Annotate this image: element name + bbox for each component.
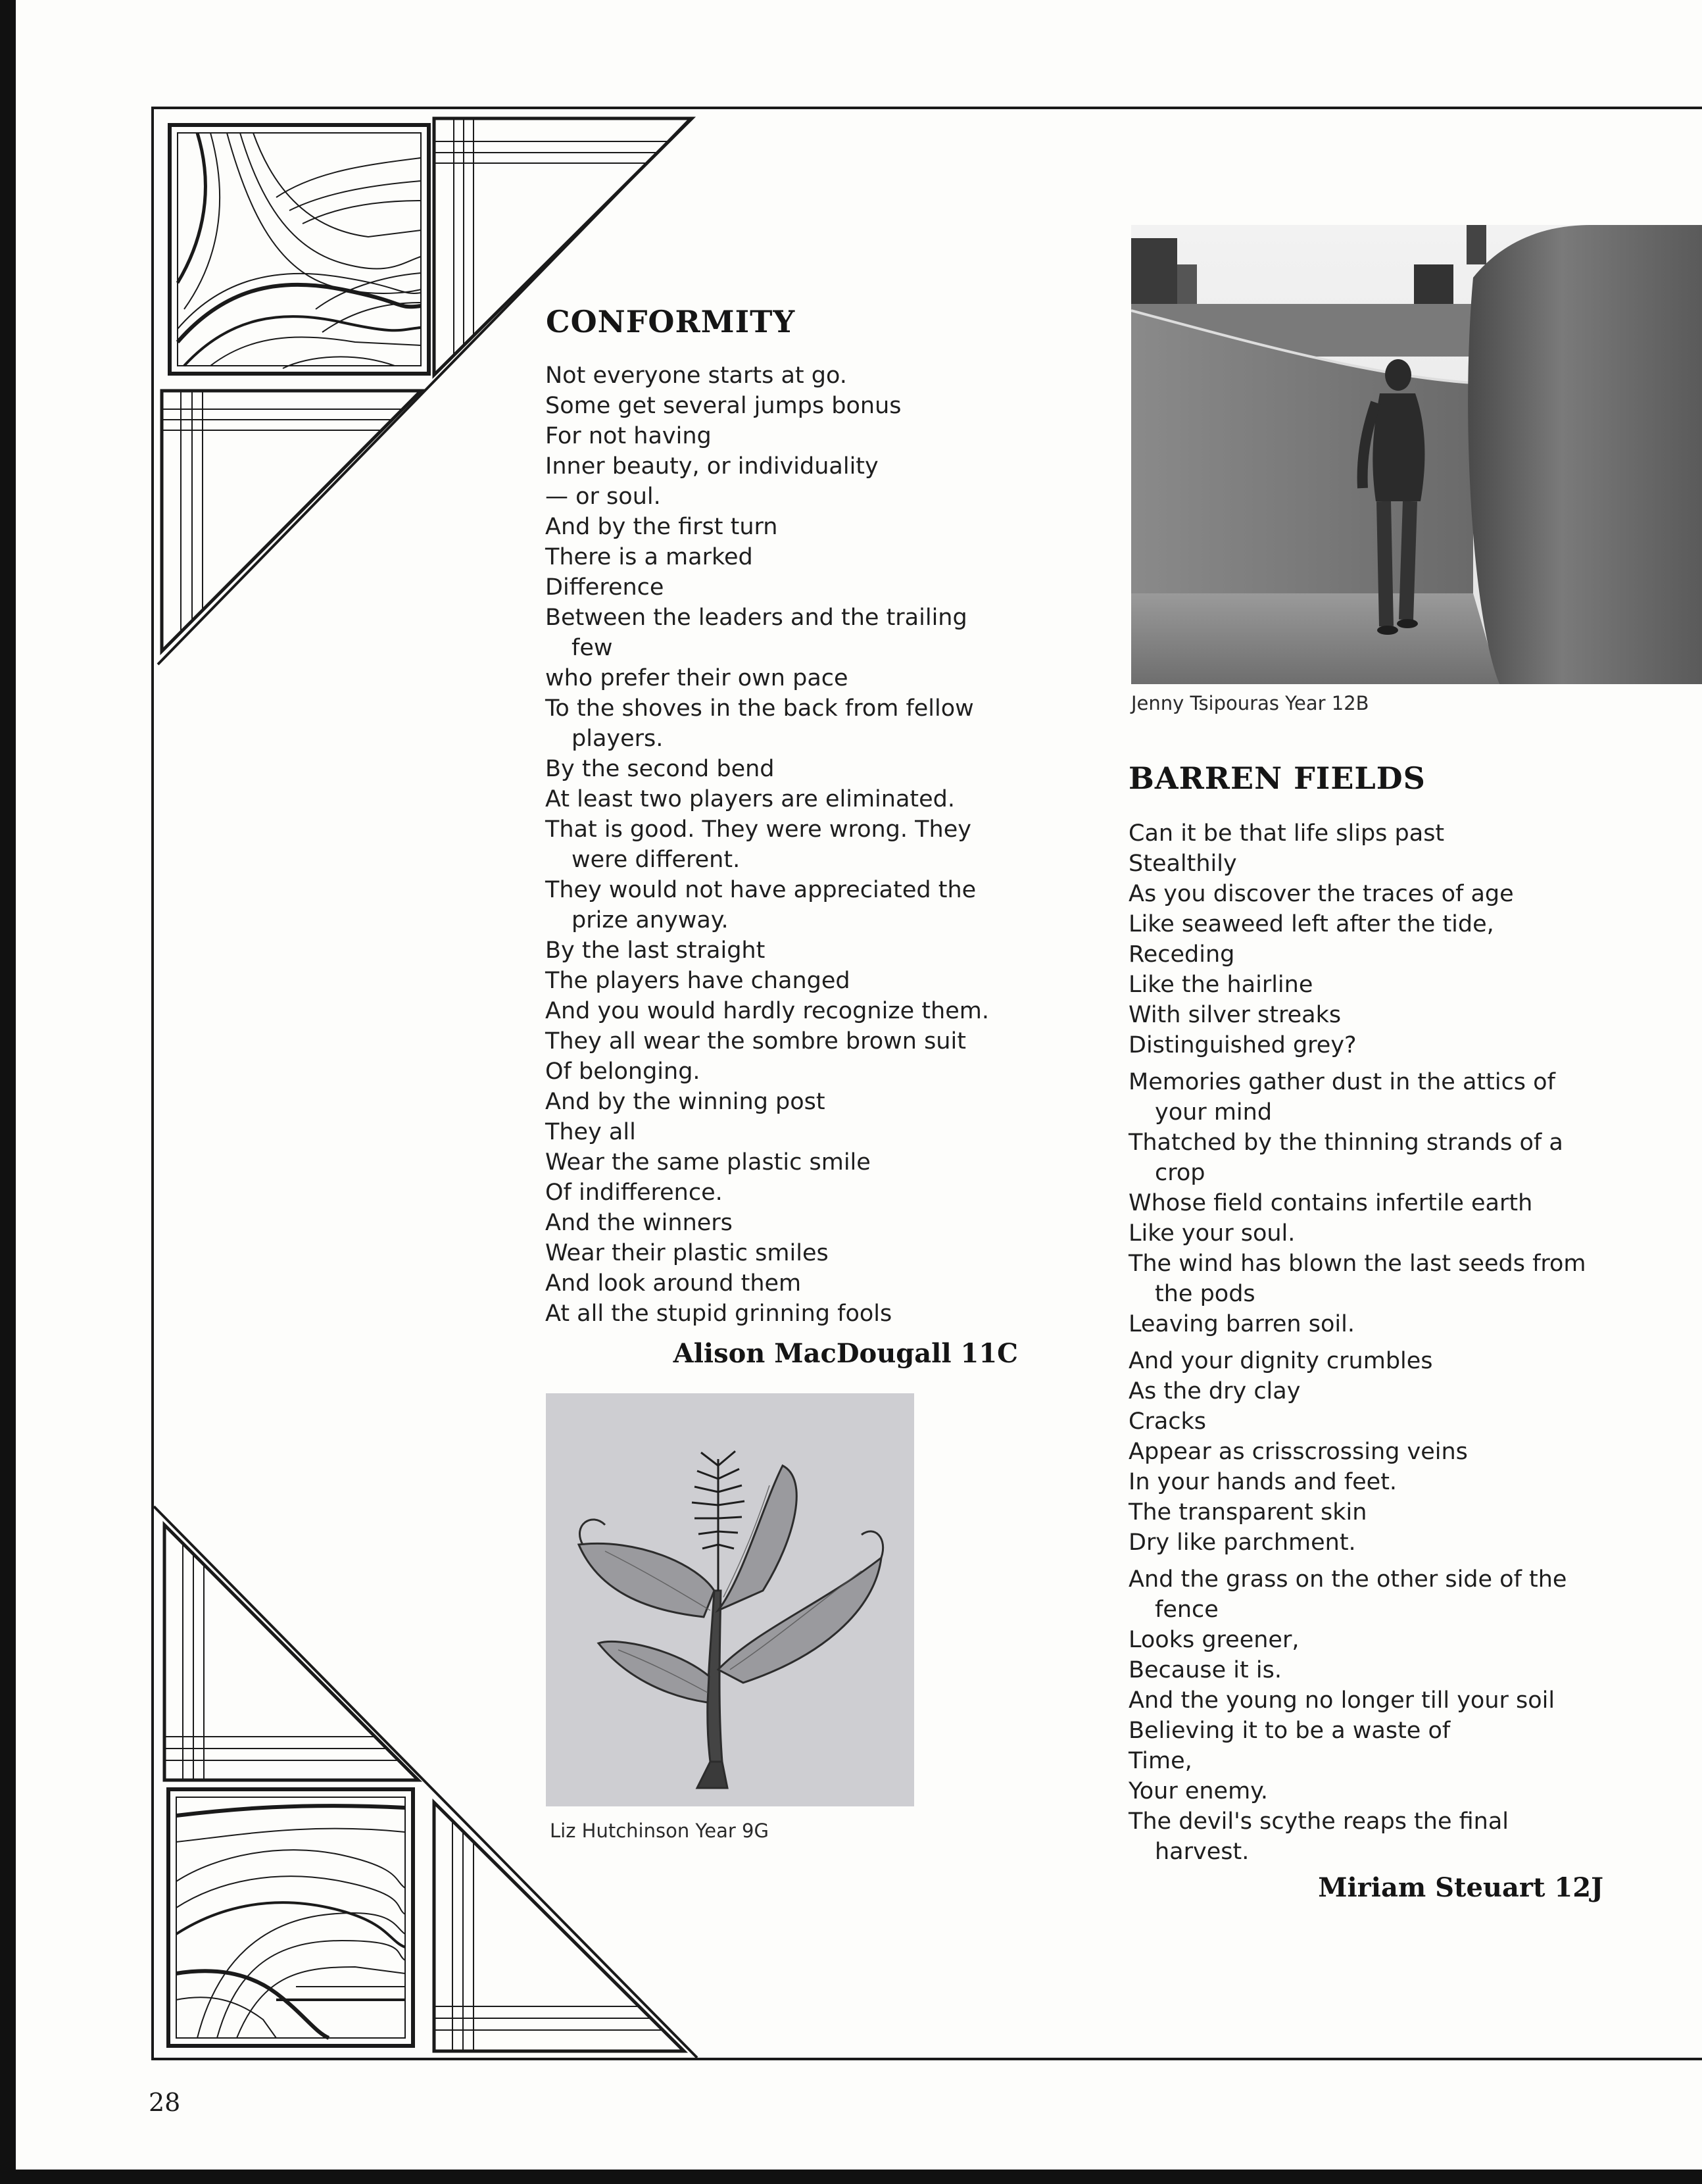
poem-conformity-text: [545, 360, 989, 1329]
poem-line: Receding: [1129, 941, 1235, 968]
poem-line: And look around them: [545, 1270, 802, 1297]
poem-line-continuation: few: [571, 635, 613, 661]
poem-line: Of belonging.: [545, 1058, 700, 1085]
poem-line: For not having: [545, 423, 712, 449]
poem-line: They all wear the sombre brown suit: [545, 1028, 966, 1055]
top-left-line-art-square: [170, 125, 429, 374]
poem-line: — or soul.: [545, 484, 661, 510]
poem-line-continuation: prize anyway.: [571, 907, 729, 933]
walkway-photo-caption: Jenny Tsipouras Year 12B: [1131, 692, 1369, 714]
poem-line-continuation: were different.: [571, 847, 741, 873]
poem-line: Like your soul.: [1129, 1220, 1296, 1247]
poem-line: Looks greener,: [1129, 1627, 1300, 1653]
poem-line: Inner beauty, or individuality: [545, 453, 879, 480]
poem-line: And the winners: [545, 1210, 733, 1236]
poem-line: The transparent skin: [1129, 1499, 1367, 1526]
poem-line: And you would hardly recognize them.: [545, 998, 989, 1024]
plant-artwork-caption: Liz Hutchinson Year 9G: [550, 1820, 769, 1842]
poem-line-continuation: the pods: [1155, 1281, 1255, 1307]
poem-line: Wear the same plastic smile: [545, 1149, 871, 1176]
poem-line: Of indifference.: [545, 1179, 723, 1206]
poem-line: Like the hairline: [1129, 972, 1313, 998]
plant-artwork-illustration: [546, 1393, 914, 1806]
bottom-left-line-art-square: [168, 1789, 413, 2046]
poem-line-continuation: fence: [1155, 1597, 1219, 1623]
poem-line: The wind has blown the last seeds from: [1129, 1251, 1586, 1277]
walkway-photo-illustration: [1131, 225, 1702, 684]
poem-line: Like seaweed left after the tide,: [1129, 911, 1494, 937]
poem-line: They all: [545, 1119, 636, 1145]
poem-line: Can it be that life slips past: [1129, 820, 1445, 847]
poem-line: To the shoves in the back from fellow: [545, 695, 974, 722]
poem-line: Time,: [1129, 1748, 1192, 1774]
poem-line-continuation: harvest.: [1155, 1839, 1250, 1865]
poem-line: Believing it to be a waste of: [1129, 1718, 1451, 1744]
poem-line: That is good. They were wrong. They: [545, 816, 971, 843]
poem-line: And the young no longer till your soil: [1129, 1687, 1555, 1714]
plant-artwork: [546, 1393, 914, 1806]
poem-line: There is a marked: [545, 544, 753, 570]
poem-line-continuation: players.: [571, 726, 664, 752]
page-number: 28: [149, 2088, 181, 2117]
poem-line: Your enemy.: [1129, 1778, 1269, 1804]
poem-line: Cracks: [1129, 1408, 1207, 1435]
poem-line: Distinguished grey?: [1129, 1032, 1357, 1058]
poem-line: By the second bend: [545, 756, 775, 782]
poem-line: As the dry clay: [1129, 1378, 1301, 1404]
poem-line: Leaving barren soil.: [1129, 1311, 1355, 1337]
poem-line: With silver streaks: [1129, 1002, 1342, 1028]
poem-title-barren-fields: BARREN FIELDS: [1129, 760, 1426, 796]
poem-line: Wear their plastic smiles: [545, 1240, 829, 1266]
poem-line: The players have changed: [545, 968, 850, 994]
poem-line: who prefer their own pace: [545, 665, 848, 691]
poem-line: Difference: [545, 574, 664, 601]
poem-line: Whose field contains infertile earth: [1129, 1190, 1533, 1216]
poem-line: Between the leaders and the trailing: [545, 605, 967, 631]
poem-barren-fields-text: [1129, 818, 1586, 1867]
poem-line: And by the first turn: [545, 514, 778, 540]
poem-line: At least two players are eliminated.: [545, 786, 955, 812]
poem-line: Because it is.: [1129, 1657, 1282, 1683]
poem-line-continuation: your mind: [1155, 1099, 1273, 1126]
poem-title-conformity: CONFORMITY: [546, 304, 796, 339]
poem-line: As you discover the traces of age: [1129, 881, 1514, 907]
poem-line: Not everyone starts at go.: [545, 362, 847, 389]
poem-line: At all the stupid grinning fools: [545, 1301, 892, 1327]
poem-line: Memories gather dust in the attics of: [1129, 1069, 1555, 1095]
poem-line: And the grass on the other side of the: [1129, 1566, 1567, 1593]
poem-line: And your dignity crumbles: [1129, 1348, 1433, 1374]
poem-line: They would not have appreciated the: [545, 877, 977, 903]
poem-line: Some get several jumps bonus: [545, 393, 902, 419]
poem-line: Thatched by the thinning strands of a: [1129, 1129, 1563, 1156]
poem-line: In your hands and feet.: [1129, 1469, 1398, 1495]
walkway-photo: [1131, 225, 1702, 684]
poem-author-conformity: Alison MacDougall 11C: [673, 1338, 1018, 1369]
poem-line: Stealthily: [1129, 851, 1237, 877]
poem-line: Dry like parchment.: [1129, 1529, 1356, 1556]
poem-line: By the last straight: [545, 937, 766, 964]
poem-line: Appear as crisscrossing veins: [1129, 1439, 1468, 1465]
poem-line: The devil's scythe reaps the final: [1129, 1808, 1509, 1835]
poem-line-continuation: crop: [1155, 1160, 1205, 1186]
poem-author-barren-fields: Miriam Steuart 12J: [1318, 1872, 1603, 1903]
poem-line: And by the winning post: [545, 1089, 825, 1115]
